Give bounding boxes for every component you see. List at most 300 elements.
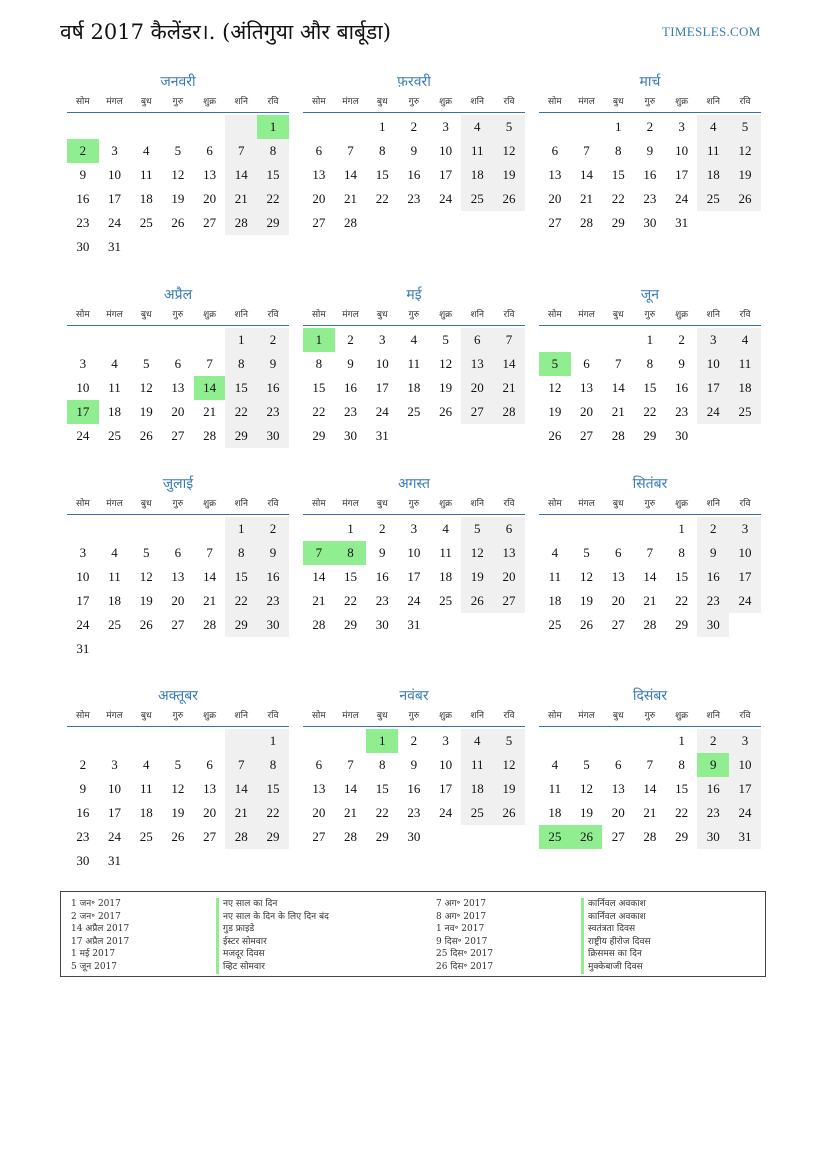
- day-cell[interactable]: 18: [139, 805, 153, 820]
- day-cell[interactable]: 16: [407, 781, 421, 796]
- day-cell[interactable]: 15: [257, 163, 289, 187]
- day-cell[interactable]: 13: [312, 167, 326, 182]
- day-cell[interactable]: 8: [646, 356, 654, 371]
- day-cell[interactable]: 27: [461, 400, 493, 424]
- day-cell[interactable]: 12: [439, 356, 453, 371]
- day-cell[interactable]: 27: [312, 215, 326, 230]
- day-cell[interactable]: 12: [139, 569, 153, 584]
- day-cell[interactable]: 17: [375, 380, 389, 395]
- day-cell[interactable]: 8: [614, 143, 622, 158]
- day-cell[interactable]: 1: [303, 328, 335, 352]
- day-cell[interactable]: 31: [108, 853, 122, 868]
- day-cell[interactable]: 16: [697, 777, 729, 801]
- day-cell[interactable]: 16: [344, 380, 358, 395]
- day-cell[interactable]: 5: [493, 115, 525, 139]
- day-cell[interactable]: 21: [643, 805, 657, 820]
- day-cell[interactable]: 25: [439, 593, 453, 608]
- day-cell[interactable]: 9: [79, 781, 87, 796]
- day-cell[interactable]: 5: [583, 757, 590, 772]
- day-cell[interactable]: 17: [407, 569, 421, 584]
- day-cell[interactable]: 20: [611, 805, 625, 820]
- day-cell[interactable]: 23: [257, 589, 289, 613]
- day-cell[interactable]: 28: [344, 215, 358, 230]
- day-cell[interactable]: 12: [461, 541, 493, 565]
- day-cell[interactable]: 27: [312, 829, 326, 844]
- day-cell[interactable]: 18: [548, 593, 562, 608]
- day-cell[interactable]: 18: [439, 569, 453, 584]
- day-cell[interactable]: 22: [375, 805, 389, 820]
- day-cell[interactable]: 15: [375, 781, 389, 796]
- day-cell[interactable]: 28: [203, 617, 217, 632]
- day-cell[interactable]: 19: [729, 163, 761, 187]
- day-cell[interactable]: 22: [225, 589, 257, 613]
- day-cell[interactable]: 1: [347, 521, 354, 536]
- day-cell[interactable]: 16: [675, 380, 689, 395]
- day-cell[interactable]: 19: [493, 777, 525, 801]
- day-cell[interactable]: 23: [407, 805, 421, 820]
- day-cell[interactable]: 1: [614, 119, 622, 134]
- day-cell[interactable]: 31: [729, 825, 761, 849]
- day-cell[interactable]: 22: [344, 593, 358, 608]
- day-cell[interactable]: 19: [580, 805, 594, 820]
- day-cell[interactable]: 6: [551, 143, 559, 158]
- day-cell[interactable]: 28: [580, 215, 594, 230]
- day-cell[interactable]: 26: [171, 829, 185, 844]
- day-cell[interactable]: 8: [678, 545, 685, 560]
- day-cell[interactable]: 18: [108, 404, 122, 419]
- day-cell[interactable]: 13: [548, 167, 562, 182]
- day-cell[interactable]: 24: [108, 215, 122, 230]
- day-cell[interactable]: 25: [108, 617, 122, 632]
- day-cell[interactable]: 13: [171, 380, 185, 395]
- day-cell[interactable]: 17: [439, 781, 453, 796]
- day-cell[interactable]: 28: [203, 428, 217, 443]
- day-cell[interactable]: 15: [312, 380, 326, 395]
- day-cell[interactable]: 10: [439, 143, 453, 158]
- day-cell[interactable]: 25: [461, 187, 493, 211]
- day-cell[interactable]: 15: [225, 565, 257, 589]
- day-cell[interactable]: 6: [493, 517, 525, 541]
- day-cell[interactable]: 3: [729, 729, 761, 753]
- day-cell[interactable]: 10: [697, 352, 729, 376]
- day-cell[interactable]: 15: [675, 781, 689, 796]
- day-cell[interactable]: 1: [678, 733, 685, 748]
- day-cell[interactable]: 24: [108, 829, 122, 844]
- day-cell[interactable]: 2: [257, 517, 289, 541]
- day-cell[interactable]: 20: [312, 191, 326, 206]
- day-cell[interactable]: 10: [76, 380, 90, 395]
- day-cell[interactable]: 29: [643, 428, 657, 443]
- day-cell[interactable]: 21: [344, 191, 358, 206]
- day-cell[interactable]: 18: [461, 163, 493, 187]
- day-cell[interactable]: 27: [580, 428, 594, 443]
- day-cell[interactable]: 7: [646, 757, 654, 772]
- day-cell[interactable]: 21: [643, 593, 657, 608]
- day-cell[interactable]: 4: [729, 328, 761, 352]
- day-cell[interactable]: 27: [493, 589, 525, 613]
- day-cell[interactable]: 30: [643, 215, 657, 230]
- day-cell[interactable]: 9: [410, 757, 418, 772]
- day-cell[interactable]: 3: [729, 517, 761, 541]
- day-cell[interactable]: 10: [675, 143, 689, 158]
- day-cell[interactable]: 21: [493, 376, 525, 400]
- day-cell[interactable]: 14: [643, 781, 657, 796]
- day-cell[interactable]: 19: [493, 163, 525, 187]
- day-cell[interactable]: 15: [225, 376, 257, 400]
- day-cell[interactable]: 30: [697, 613, 729, 637]
- day-cell[interactable]: 2: [697, 517, 729, 541]
- day-cell[interactable]: 5: [174, 757, 182, 772]
- day-cell[interactable]: 23: [76, 215, 90, 230]
- day-cell[interactable]: 6: [174, 356, 182, 371]
- day-cell[interactable]: 11: [108, 569, 121, 584]
- day-cell[interactable]: 9: [257, 352, 289, 376]
- day-cell[interactable]: 24: [76, 617, 90, 632]
- day-cell[interactable]: 24: [697, 400, 729, 424]
- day-cell[interactable]: 20: [312, 805, 326, 820]
- day-cell[interactable]: 16: [643, 167, 657, 182]
- day-cell[interactable]: 5: [174, 143, 182, 158]
- day-cell[interactable]: 24: [439, 191, 453, 206]
- day-cell[interactable]: 5: [142, 545, 150, 560]
- day-cell[interactable]: 25: [139, 829, 153, 844]
- day-cell[interactable]: 13: [312, 781, 326, 796]
- day-cell[interactable]: 26: [139, 428, 153, 443]
- day-cell[interactable]: 9: [79, 167, 87, 182]
- day-cell[interactable]: 20: [203, 191, 217, 206]
- day-cell[interactable]: 22: [675, 593, 689, 608]
- day-cell[interactable]: 21: [203, 593, 217, 608]
- day-cell[interactable]: 12: [729, 139, 761, 163]
- day-cell[interactable]: 2: [410, 119, 418, 134]
- day-cell[interactable]: 25: [729, 400, 761, 424]
- day-cell[interactable]: 29: [675, 617, 689, 632]
- day-cell[interactable]: 16: [257, 376, 289, 400]
- day-cell[interactable]: 7: [225, 139, 257, 163]
- day-cell[interactable]: 14: [203, 569, 217, 584]
- day-cell[interactable]: 3: [111, 757, 118, 772]
- day-cell[interactable]: 30: [675, 428, 689, 443]
- day-cell[interactable]: 5: [461, 517, 493, 541]
- day-cell[interactable]: 11: [139, 781, 153, 796]
- day-cell[interactable]: 13: [171, 569, 185, 584]
- day-cell[interactable]: 23: [375, 593, 389, 608]
- day-cell[interactable]: 14: [344, 781, 358, 796]
- day-cell[interactable]: 8: [335, 541, 367, 565]
- day-cell[interactable]: 3: [678, 119, 685, 134]
- day-cell[interactable]: 29: [611, 215, 625, 230]
- day-cell[interactable]: 23: [697, 801, 729, 825]
- day-cell[interactable]: 16: [375, 569, 389, 584]
- day-cell[interactable]: 13: [493, 541, 525, 565]
- day-cell[interactable]: 22: [257, 801, 289, 825]
- day-cell[interactable]: 20: [580, 404, 594, 419]
- day-cell[interactable]: 21: [203, 404, 217, 419]
- site-name[interactable]: TIMESLES.COM: [662, 24, 761, 39]
- day-cell[interactable]: 6: [174, 545, 182, 560]
- day-cell[interactable]: 14: [225, 777, 257, 801]
- day-cell[interactable]: 7: [646, 545, 654, 560]
- day-cell[interactable]: 8: [225, 352, 257, 376]
- day-cell[interactable]: 24: [439, 805, 453, 820]
- day-cell[interactable]: 27: [611, 617, 625, 632]
- day-cell[interactable]: 2: [67, 139, 99, 163]
- day-cell[interactable]: 21: [580, 191, 594, 206]
- day-cell[interactable]: 18: [697, 163, 729, 187]
- day-cell[interactable]: 16: [697, 565, 729, 589]
- day-cell[interactable]: 7: [303, 541, 335, 565]
- day-cell[interactable]: 10: [729, 541, 761, 565]
- day-cell[interactable]: 2: [697, 729, 729, 753]
- day-cell[interactable]: 29: [675, 829, 689, 844]
- day-cell[interactable]: 7: [347, 143, 354, 158]
- day-cell[interactable]: 31: [375, 428, 389, 443]
- day-cell[interactable]: 12: [580, 569, 594, 584]
- day-cell[interactable]: 9: [257, 541, 289, 565]
- day-cell[interactable]: 29: [225, 424, 257, 448]
- day-cell[interactable]: 5: [442, 332, 449, 347]
- day-cell[interactable]: 29: [257, 211, 289, 235]
- day-cell[interactable]: 17: [439, 167, 453, 182]
- day-cell[interactable]: 1: [678, 521, 685, 536]
- day-cell[interactable]: 18: [548, 805, 562, 820]
- day-cell[interactable]: 5: [729, 115, 761, 139]
- day-cell[interactable]: 31: [76, 641, 90, 656]
- day-cell[interactable]: 23: [344, 404, 358, 419]
- day-cell[interactable]: 19: [548, 404, 562, 419]
- day-cell[interactable]: 2: [257, 328, 289, 352]
- day-cell[interactable]: 12: [493, 139, 525, 163]
- day-cell[interactable]: 25: [548, 617, 562, 632]
- day-cell[interactable]: 25: [407, 404, 421, 419]
- day-cell[interactable]: 15: [611, 167, 625, 182]
- day-cell[interactable]: 28: [493, 400, 525, 424]
- day-cell[interactable]: 2: [378, 521, 386, 536]
- day-cell[interactable]: 7: [614, 356, 622, 371]
- day-cell[interactable]: 29: [257, 825, 289, 849]
- day-cell[interactable]: 5: [539, 352, 571, 376]
- day-cell[interactable]: 31: [108, 239, 122, 254]
- day-cell[interactable]: 4: [111, 356, 118, 371]
- day-cell[interactable]: 3: [79, 545, 87, 560]
- day-cell[interactable]: 9: [410, 143, 418, 158]
- day-cell[interactable]: 10: [108, 167, 122, 182]
- day-cell[interactable]: 24: [407, 593, 421, 608]
- day-cell[interactable]: 28: [643, 829, 657, 844]
- day-cell[interactable]: 6: [614, 545, 622, 560]
- day-cell[interactable]: 30: [76, 853, 90, 868]
- day-cell[interactable]: 25: [697, 187, 729, 211]
- day-cell[interactable]: 12: [580, 781, 594, 796]
- day-cell[interactable]: 14: [493, 352, 525, 376]
- day-cell[interactable]: 7: [225, 753, 257, 777]
- day-cell[interactable]: 3: [442, 119, 449, 134]
- day-cell[interactable]: 30: [76, 239, 90, 254]
- day-cell[interactable]: 30: [697, 825, 729, 849]
- day-cell[interactable]: 20: [493, 565, 525, 589]
- day-cell[interactable]: 30: [257, 424, 289, 448]
- day-cell[interactable]: 18: [461, 777, 493, 801]
- day-cell[interactable]: 15: [344, 569, 358, 584]
- day-cell[interactable]: 22: [643, 404, 657, 419]
- day-cell[interactable]: 12: [171, 167, 185, 182]
- day-cell[interactable]: 6: [206, 143, 213, 158]
- day-cell[interactable]: 4: [142, 143, 150, 158]
- day-cell[interactable]: 7: [206, 545, 213, 560]
- day-cell[interactable]: 17: [697, 376, 729, 400]
- day-cell[interactable]: 26: [139, 617, 153, 632]
- day-cell[interactable]: 1: [257, 729, 289, 753]
- day-cell[interactable]: 4: [442, 521, 449, 536]
- day-cell[interactable]: 26: [580, 617, 594, 632]
- day-cell[interactable]: 24: [76, 428, 90, 443]
- day-cell[interactable]: 27: [611, 829, 625, 844]
- day-cell[interactable]: 12: [139, 380, 153, 395]
- day-cell[interactable]: 11: [461, 139, 493, 163]
- day-cell[interactable]: 24: [675, 191, 689, 206]
- day-cell[interactable]: 2: [678, 332, 685, 347]
- day-cell[interactable]: 26: [729, 187, 761, 211]
- day-cell[interactable]: 6: [315, 143, 323, 158]
- day-cell[interactable]: 27: [171, 428, 185, 443]
- day-cell[interactable]: 9: [697, 753, 729, 777]
- day-cell[interactable]: 2: [347, 332, 354, 347]
- day-cell[interactable]: 17: [67, 400, 99, 424]
- day-cell[interactable]: 13: [611, 781, 625, 796]
- day-cell[interactable]: 26: [548, 428, 562, 443]
- day-cell[interactable]: 30: [407, 829, 421, 844]
- day-cell[interactable]: 19: [139, 404, 153, 419]
- day-cell[interactable]: 29: [375, 829, 389, 844]
- day-cell[interactable]: 27: [203, 215, 217, 230]
- day-cell[interactable]: 4: [551, 545, 559, 560]
- day-cell[interactable]: 3: [410, 521, 418, 536]
- day-cell[interactable]: 3: [697, 328, 729, 352]
- day-cell[interactable]: 3: [442, 733, 449, 748]
- day-cell[interactable]: 14: [194, 376, 226, 400]
- day-cell[interactable]: 7: [206, 356, 213, 371]
- day-cell[interactable]: 14: [643, 569, 657, 584]
- day-cell[interactable]: 11: [108, 380, 121, 395]
- day-cell[interactable]: 19: [139, 593, 153, 608]
- day-cell[interactable]: 23: [257, 400, 289, 424]
- day-cell[interactable]: 25: [461, 801, 493, 825]
- day-cell[interactable]: 21: [225, 187, 257, 211]
- day-cell[interactable]: 13: [203, 167, 217, 182]
- day-cell[interactable]: 10: [729, 753, 761, 777]
- day-cell[interactable]: 13: [203, 781, 217, 796]
- day-cell[interactable]: 20: [203, 805, 217, 820]
- day-cell[interactable]: 5: [142, 356, 150, 371]
- day-cell[interactable]: 1: [366, 729, 398, 753]
- day-cell[interactable]: 14: [580, 167, 594, 182]
- day-cell[interactable]: 13: [461, 352, 493, 376]
- day-cell[interactable]: 15: [375, 167, 389, 182]
- day-cell[interactable]: 14: [611, 380, 625, 395]
- day-cell[interactable]: 28: [611, 428, 625, 443]
- day-cell[interactable]: 25: [108, 428, 122, 443]
- day-cell[interactable]: 9: [646, 143, 654, 158]
- day-cell[interactable]: 4: [410, 332, 418, 347]
- day-cell[interactable]: 11: [548, 781, 562, 796]
- day-cell[interactable]: 4: [142, 757, 150, 772]
- day-cell[interactable]: 1: [646, 332, 654, 347]
- day-cell[interactable]: 22: [257, 187, 289, 211]
- day-cell[interactable]: 17: [729, 565, 761, 589]
- day-cell[interactable]: 17: [675, 167, 689, 182]
- day-cell[interactable]: 27: [548, 215, 562, 230]
- day-cell[interactable]: 10: [439, 757, 453, 772]
- day-cell[interactable]: 22: [375, 191, 389, 206]
- day-cell[interactable]: 16: [257, 565, 289, 589]
- day-cell[interactable]: 23: [697, 589, 729, 613]
- day-cell[interactable]: 2: [410, 733, 418, 748]
- day-cell[interactable]: 8: [257, 753, 289, 777]
- day-cell[interactable]: 27: [203, 829, 217, 844]
- day-cell[interactable]: 17: [76, 593, 90, 608]
- day-cell[interactable]: 23: [643, 191, 657, 206]
- day-cell[interactable]: 5: [583, 545, 590, 560]
- day-cell[interactable]: 2: [79, 757, 87, 772]
- day-cell[interactable]: 11: [548, 569, 562, 584]
- day-cell[interactable]: 11: [697, 139, 729, 163]
- day-cell[interactable]: 23: [407, 191, 421, 206]
- day-cell[interactable]: 6: [315, 757, 323, 772]
- day-cell[interactable]: 4: [111, 545, 118, 560]
- day-cell[interactable]: 20: [171, 404, 185, 419]
- day-cell[interactable]: 8: [378, 143, 386, 158]
- day-cell[interactable]: 11: [439, 545, 452, 560]
- day-cell[interactable]: 9: [347, 356, 354, 371]
- day-cell[interactable]: 7: [493, 328, 525, 352]
- day-cell[interactable]: 9: [678, 356, 685, 371]
- day-cell[interactable]: 29: [225, 613, 257, 637]
- day-cell[interactable]: 22: [312, 404, 326, 419]
- day-cell[interactable]: 18: [139, 191, 153, 206]
- day-cell[interactable]: 22: [611, 191, 625, 206]
- day-cell[interactable]: 11: [139, 167, 153, 182]
- day-cell[interactable]: 22: [225, 400, 257, 424]
- day-cell[interactable]: 28: [225, 825, 257, 849]
- day-cell[interactable]: 28: [643, 617, 657, 632]
- day-cell[interactable]: 20: [461, 376, 493, 400]
- day-cell[interactable]: 19: [580, 593, 594, 608]
- day-cell[interactable]: 25: [539, 825, 571, 849]
- day-cell[interactable]: 18: [108, 593, 122, 608]
- day-cell[interactable]: 8: [315, 356, 323, 371]
- day-cell[interactable]: 14: [312, 569, 326, 584]
- day-cell[interactable]: 12: [493, 753, 525, 777]
- day-cell[interactable]: 3: [111, 143, 118, 158]
- day-cell[interactable]: 14: [344, 167, 358, 182]
- day-cell[interactable]: 22: [675, 805, 689, 820]
- day-cell[interactable]: 12: [548, 380, 562, 395]
- day-cell[interactable]: 11: [407, 356, 421, 371]
- day-cell[interactable]: 21: [225, 801, 257, 825]
- day-cell[interactable]: 11: [729, 352, 761, 376]
- day-cell[interactable]: 11: [461, 753, 493, 777]
- day-cell[interactable]: 16: [76, 805, 90, 820]
- day-cell[interactable]: 20: [611, 593, 625, 608]
- day-cell[interactable]: 26: [171, 215, 185, 230]
- day-cell[interactable]: 24: [729, 589, 761, 613]
- day-cell[interactable]: 15: [257, 777, 289, 801]
- day-cell[interactable]: 8: [378, 757, 386, 772]
- day-cell[interactable]: 28: [225, 211, 257, 235]
- day-cell[interactable]: 3: [79, 356, 87, 371]
- day-cell[interactable]: 13: [611, 569, 625, 584]
- day-cell[interactable]: 8: [257, 139, 289, 163]
